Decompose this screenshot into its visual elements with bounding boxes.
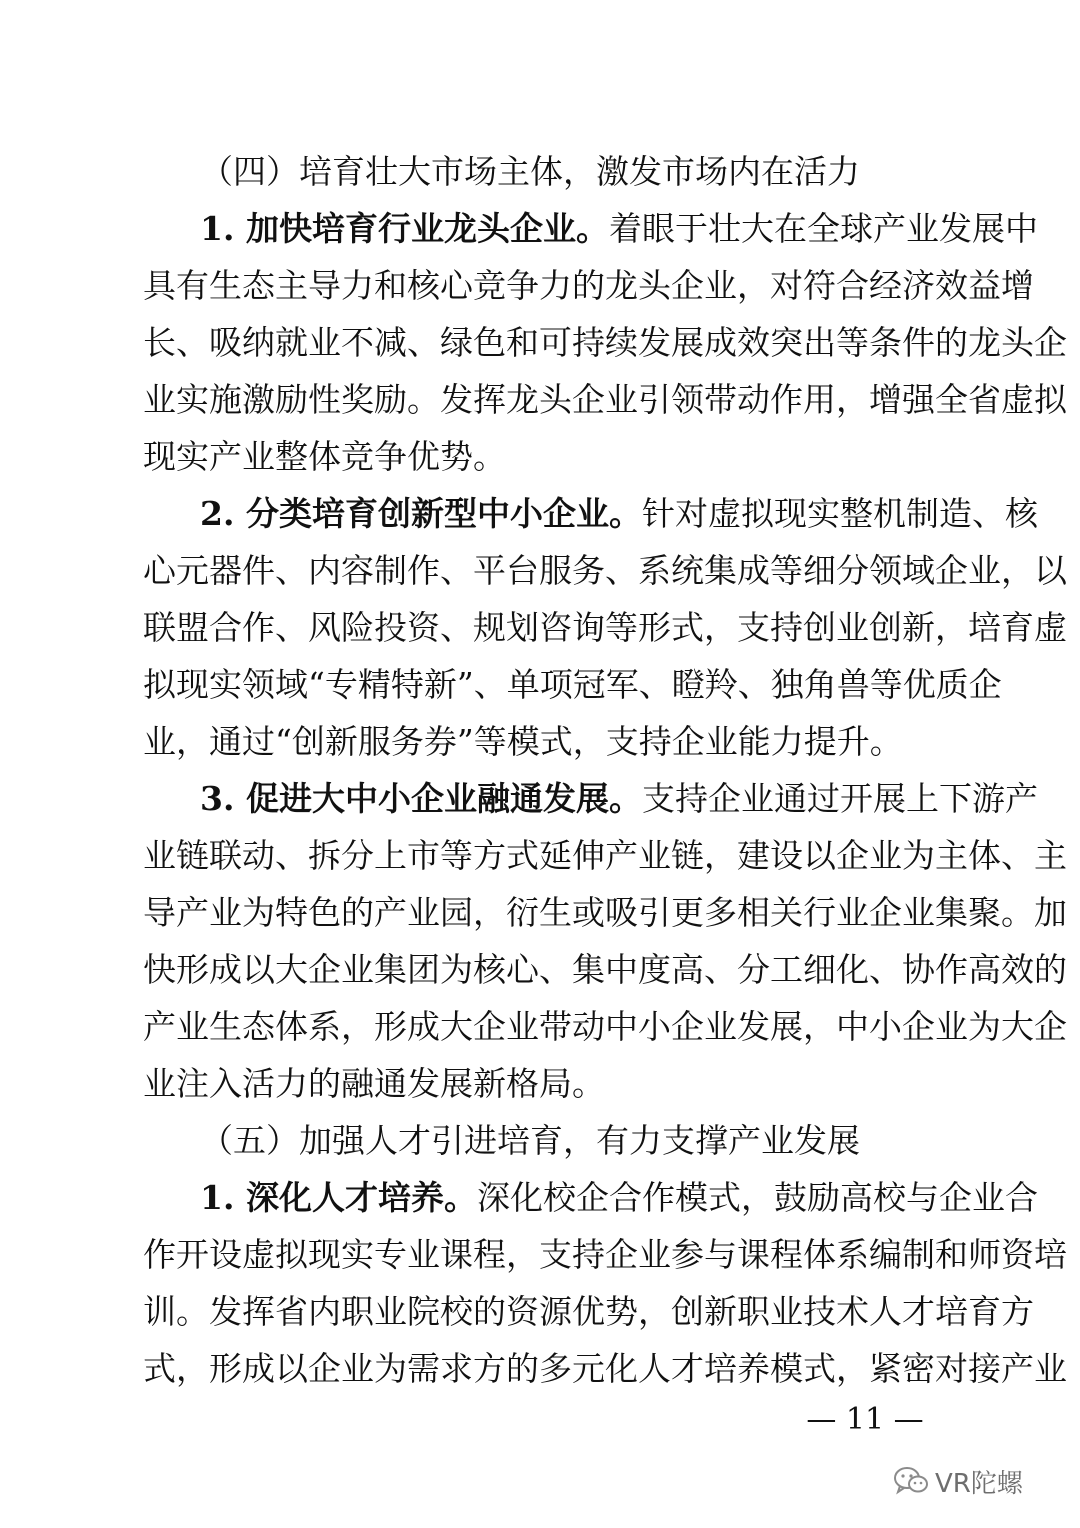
- paragraph-line: [143, 718, 943, 766]
- item-lead: 1. 深化人才培养。: [200, 1178, 477, 1217]
- paragraph-line: [200, 490, 1038, 538]
- paragraph-line: [143, 1345, 1067, 1393]
- item-lead: 2. 分类培育创新型中小企业。: [200, 494, 642, 533]
- line-text: （四）培育壮大市场主体，激发市场内在活力: [200, 152, 860, 191]
- line-text: 业注入活力的融通发展新格局。: [143, 1064, 605, 1103]
- paragraph-line: [143, 547, 1067, 595]
- paragraph-line: [200, 1174, 1038, 1222]
- paragraph-line: [143, 604, 1067, 652]
- line-text: 快形成以大企业集团为核心、集中度高、分工细化、协作高效的: [143, 950, 1067, 989]
- paragraph-line: [143, 376, 1067, 424]
- watermark: [893, 1460, 1023, 1502]
- paragraph-line: [143, 1231, 1067, 1279]
- item-lead: 1. 加快培育行业龙头企业。: [200, 209, 609, 248]
- paragraph-line: [143, 661, 1002, 709]
- paragraph-line: [143, 433, 943, 481]
- section-heading-5: [200, 1117, 943, 1165]
- paragraph-line: [143, 1003, 1067, 1051]
- line-text: 具有生态主导力和核心竞争力的龙头企业，对符合经济效益增: [143, 266, 1034, 305]
- line-text: 训。发挥省内职业院校的资源优势，创新职业技术人才培育方: [143, 1292, 1034, 1331]
- line-text: 联盟合作、风险投资、规划咨询等形式，支持创业创新，培育虚: [143, 608, 1067, 647]
- line-text: 产业生态体系，形成大企业带动中小企业发展，中小企业为大企: [143, 1007, 1067, 1046]
- line-text: 心元器件、内容制作、平台服务、系统集成等细分领域企业，以: [143, 551, 1067, 590]
- line-text: 着眼于壮大在全球产业发展中: [608, 209, 1038, 248]
- paragraph-line: [200, 775, 1038, 823]
- line-text: 作开设虚拟现实专业课程，支持企业参与课程体系编制和师资培: [143, 1235, 1067, 1274]
- watermark-text: VR陀螺: [935, 1468, 1023, 1499]
- item-lead: 3. 促进大中小企业融通发展。: [200, 779, 642, 818]
- paragraph-line: [143, 1060, 943, 1108]
- paragraph-line: [143, 946, 1067, 994]
- paragraph-line: [143, 889, 1067, 937]
- line-text: 支持企业通过开展上下游产: [641, 779, 1038, 818]
- line-text: 业链联动、拆分上市等方式延伸产业链，建设以企业为主体、主: [143, 836, 1067, 875]
- paragraph-line: [143, 262, 1034, 310]
- line-text: 长、吸纳就业不减、绿色和可持续发展成效突出等条件的龙头企: [143, 323, 1067, 362]
- paragraph-line: [143, 1288, 1034, 1336]
- line-text: 拟现实领域“专精特新”、单项冠军、瞪羚、独角兽等优质企: [143, 665, 1002, 704]
- line-text: 针对虚拟现实整机制造、核: [641, 494, 1038, 533]
- line-text: 式，形成以企业为需求方的多元化人才培养模式，紧密对接产业: [143, 1349, 1067, 1388]
- line-text: 现实产业整体竞争优势。: [143, 437, 506, 476]
- line-text: 业实施激励性奖励。发挥龙头企业引领带动作用，增强全省虚拟: [143, 380, 1067, 419]
- page-number: — 11 —: [806, 1402, 924, 1437]
- line-text: 业，通过“创新服务券”等模式，支持企业能力提升。: [143, 722, 903, 761]
- wechat-icon: [893, 1466, 929, 1496]
- paragraph-line: [143, 832, 1067, 880]
- paragraph-line: [200, 205, 1038, 253]
- line-text: 深化校企合作模式，鼓励高校与企业合: [476, 1178, 1038, 1217]
- line-text: 导产业为特色的产业园，衍生或吸引更多相关行业企业集聚。加: [143, 893, 1067, 932]
- paragraph-line: [143, 319, 1067, 367]
- section-heading-4: [200, 148, 943, 196]
- line-text: （五）加强人才引进培育，有力支撑产业发展: [200, 1121, 860, 1160]
